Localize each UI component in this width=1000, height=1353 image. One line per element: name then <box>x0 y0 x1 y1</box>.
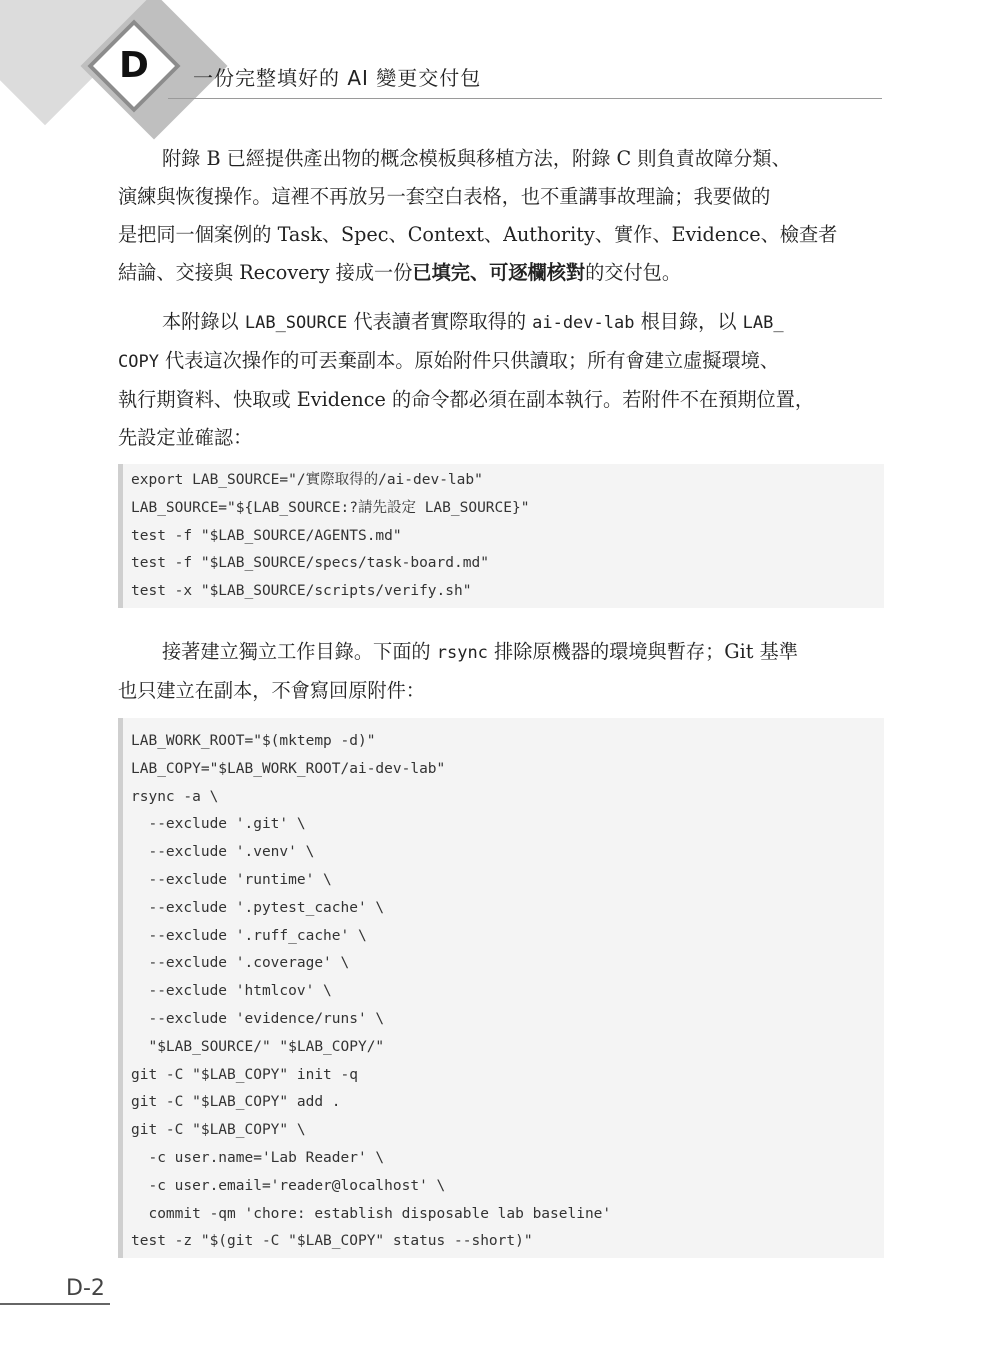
setup-line-3: 執行期資料、快取或 Evidence 的命令都必須在副本執行。若附件不在預期位置， <box>118 388 815 411</box>
inline-code-lab-source: LAB_SOURCE <box>244 313 348 333</box>
inline-code-ai-dev-lab: ai-dev-lab <box>532 313 635 333</box>
header-divider <box>168 98 882 99</box>
code-line: git -C "$LAB_COPY" init -q <box>131 1066 358 1083</box>
chapter-letter: D <box>119 45 149 86</box>
code-line: test -x "$LAB_SOURCE/scripts/verify.sh" <box>131 583 472 600</box>
workdir-text: 接著建立獨立工作目錄。下面的 <box>162 640 437 663</box>
code-line: git -C "$LAB_COPY" add . <box>131 1094 341 1111</box>
setup-text: 代表這次操作的可丟棄副本。原始附件只供讀取；所有會建立虛擬環境、 <box>158 349 780 372</box>
code-line: LAB_WORK_ROOT="$(mktemp -d)" <box>131 733 376 749</box>
setup-text: 代表讀者實際取得的 <box>347 310 533 333</box>
setup-line-1 <box>118 303 884 342</box>
code-line: -c user.name='Lab Reader' \ <box>131 1149 385 1166</box>
workdir-line-1 <box>118 633 884 672</box>
code-line: export LAB_SOURCE="/實際取得的/ai-dev-lab" <box>131 472 483 488</box>
emphasis-text: 已填完、可逐欄核對 <box>412 261 586 284</box>
code-line: test -z "$(git -C "$LAB_COPY" status --short)" <box>131 1233 533 1250</box>
inline-code-rsync: rsync <box>436 643 488 663</box>
inline-code-lab-copy-end: COPY <box>118 352 159 372</box>
code-line: test -f "$LAB_SOURCE/specs/task-board.md" <box>131 555 489 572</box>
code-line: -c user.email='reader@localhost' \ <box>131 1177 446 1194</box>
code-line: --exclude '.pytest_cache' \ <box>131 899 385 916</box>
code-line: --exclude 'evidence/runs' \ <box>131 1010 385 1027</box>
intro-line-4 <box>118 254 884 292</box>
code-line: --exclude '.ruff_cache' \ <box>131 927 367 944</box>
code-line: LAB_SOURCE="${LAB_SOURCE:?請先設定 LAB_SOURCE}" <box>131 499 530 516</box>
inline-code-lab-copy-start: LAB_ <box>742 313 784 333</box>
setup-text: 根目錄，以 <box>634 310 743 333</box>
chapter-title: 一份完整填好的 AI 變更交付包 <box>193 66 482 90</box>
setup-paragraph <box>118 303 884 457</box>
intro-paragraph <box>118 140 884 292</box>
intro-line-1: 附錄 B 已經提供產出物的概念模板與移植方法，附錄 C 則負責故障分類、 <box>162 147 791 170</box>
code-block-source-check <box>118 464 884 608</box>
setup-line-4: 先設定並確認： <box>118 426 253 449</box>
intro-line-4-end: 的交付包。 <box>585 261 682 284</box>
setup-line-2 <box>118 342 884 381</box>
code-block-workdir-setup <box>118 718 884 1258</box>
workdir-line-2: 也只建立在副本，不會寫回原附件： <box>118 679 425 702</box>
setup-text: 本附錄以 <box>162 310 245 333</box>
intro-line-3: 是把同一個案例的 Task、Spec、Context、Authority、實作、Evidence、檢查者 <box>118 223 838 246</box>
workdir-text: 排除原機器的環境與暫存；Git 基準 <box>487 640 798 663</box>
code-line: --exclude 'runtime' \ <box>131 871 332 888</box>
code-line: --exclude '.coverage' \ <box>131 955 350 972</box>
page-number: D-2 <box>66 1276 105 1301</box>
code-line: --exclude '.venv' \ <box>131 844 315 861</box>
code-line: --exclude '.git' \ <box>131 816 306 833</box>
code-line: rsync -a \ <box>131 788 219 805</box>
intro-line-4-text: 結論、交接與 Recovery 接成一份 <box>118 261 413 284</box>
code-line: --exclude 'htmlcov' \ <box>131 983 332 1000</box>
code-line: git -C "$LAB_COPY" \ <box>131 1122 306 1139</box>
code-line: test -f "$LAB_SOURCE/AGENTS.md" <box>131 527 402 544</box>
code-line: commit -qm 'chore: establish disposable lab baseline' <box>131 1205 612 1222</box>
intro-line-2: 演練與恢復操作。這裡不再放另一套空白表格，也不重講事故理論；我要做的 <box>118 185 771 208</box>
code-line: LAB_COPY="$LAB_WORK_ROOT/ai-dev-lab" <box>131 760 446 777</box>
footer-divider <box>0 1303 110 1305</box>
code-line: "$LAB_SOURCE/" "$LAB_COPY/" <box>131 1038 385 1055</box>
workdir-paragraph <box>118 633 884 710</box>
